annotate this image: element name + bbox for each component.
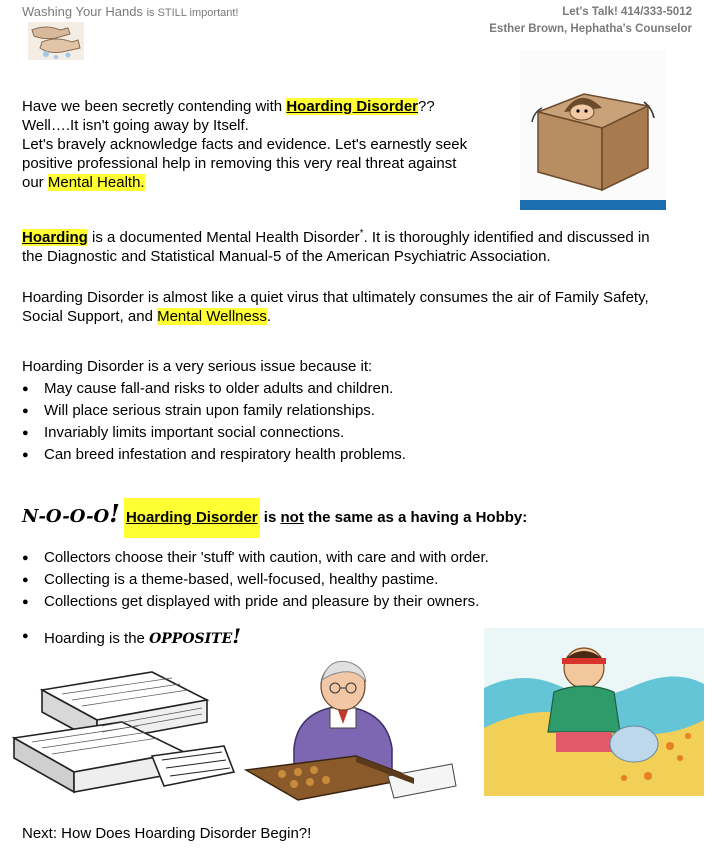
- mental-wellness-highlight: Mental Wellness: [157, 308, 267, 325]
- header-left-suffix: is STILL important!: [146, 7, 239, 19]
- stacked-books-image: [2, 660, 238, 810]
- intro-line-1: [22, 97, 502, 116]
- opposite-word: OPPOSITE: [149, 631, 233, 647]
- serious-issue-intro: Hoarding Disorder is a very serious issue because it:: [22, 358, 373, 375]
- virus-line-2: [22, 307, 712, 326]
- list-item: ● Invariably limits important social connections.: [0, 422, 702, 444]
- header-counselor: Esther Brown, Hephatha's Counselor: [489, 23, 692, 35]
- hobby-section: [0, 547, 700, 613]
- beach-child-image: [484, 628, 704, 806]
- header-right: [489, 4, 692, 38]
- list-item: ● Collecting is a theme-based, well-focused, healthy pastime.: [0, 569, 700, 591]
- definition-line-1: [22, 224, 702, 247]
- definition-text-2: . It is thoroughly identified and discussed in: [363, 229, 650, 246]
- hobby-list: [0, 547, 700, 613]
- list-item: ● May cause fall-and risks to older adults and children.: [0, 378, 702, 400]
- opposite-exclamation: !: [232, 624, 242, 648]
- heading-post: the same as a having a Hobby:: [303, 509, 528, 526]
- intro-line-5-text: our: [22, 174, 48, 191]
- intro-line-1-text: Have we been secretly contending with: [22, 98, 287, 115]
- header-contact: Let's Talk! 414/333-5012: [562, 6, 692, 18]
- opposite-list: [0, 625, 480, 650]
- definition-line-2: the Diagnostic and Statistical Manual-5 of the American Psychiatric Association.: [22, 248, 551, 265]
- person-in-box-image: [520, 50, 666, 210]
- list-item: ● Will place serious strain upon family relationships.: [0, 400, 702, 422]
- serious-issue-list: [0, 378, 702, 466]
- hoarding-disorder-highlight: Hoarding Disorder: [286, 98, 419, 115]
- definition-text-1: is a documented Mental Health Disorder: [87, 229, 360, 246]
- definition-paragraph: [22, 224, 702, 266]
- next-topic: Next: How Does Hoarding Disorder Begin?!: [22, 825, 312, 842]
- heading-hl-text: Hoarding Disorder: [125, 509, 258, 526]
- virus-line-2-text: Social Support, and: [22, 308, 158, 325]
- hoarding-highlight: Hoarding: [22, 229, 88, 246]
- nooo-exclamation: !: [109, 499, 120, 528]
- serious-issue-section: [22, 357, 702, 466]
- list-item: ● Collectors choose their 'stuff' with caution, with care and with order.: [0, 547, 700, 569]
- header-left: [22, 4, 238, 19]
- hobby-heading: [22, 494, 712, 538]
- heading-not: not: [280, 509, 304, 526]
- nooo-text: N-O-O-O: [22, 506, 110, 527]
- opposite-pre: Hoarding is the: [44, 630, 150, 647]
- intro-line-2: Well….It isn't going away by Itself.: [22, 117, 249, 134]
- opposite-section: [0, 625, 480, 650]
- intro-line-3: Let's bravely acknowledge facts and evidence. Let's earnestly seek: [22, 136, 468, 153]
- header-left-title: Washing Your Hands: [22, 4, 143, 19]
- mental-health-highlight: Mental Health.: [47, 174, 145, 191]
- heading-mid: is: [259, 509, 281, 526]
- list-item: ● Collections get displayed with pride and pleasure by their owners.: [0, 591, 700, 613]
- virus-line-2-end: .: [266, 308, 272, 325]
- intro-line-1-end: ??: [418, 98, 435, 115]
- hand-washing-icon: [26, 20, 86, 62]
- virus-line-1: Hoarding Disorder is almost like a quiet virus that ultimately consumes the air of Family Safety,: [22, 289, 649, 306]
- intro-line-5: [22, 173, 502, 192]
- collector-man-image: [238, 652, 460, 812]
- opposite-item: [0, 625, 480, 650]
- footnote-asterisk: *: [359, 228, 364, 239]
- intro-paragraph: [22, 97, 502, 192]
- virus-paragraph: [22, 288, 712, 326]
- intro-line-4: positive professional help in removing this very real threat against: [22, 155, 457, 172]
- hoarding-disorder-heading-highlight: [124, 498, 260, 538]
- list-item: ● Can breed infestation and respiratory health problems.: [0, 444, 702, 466]
